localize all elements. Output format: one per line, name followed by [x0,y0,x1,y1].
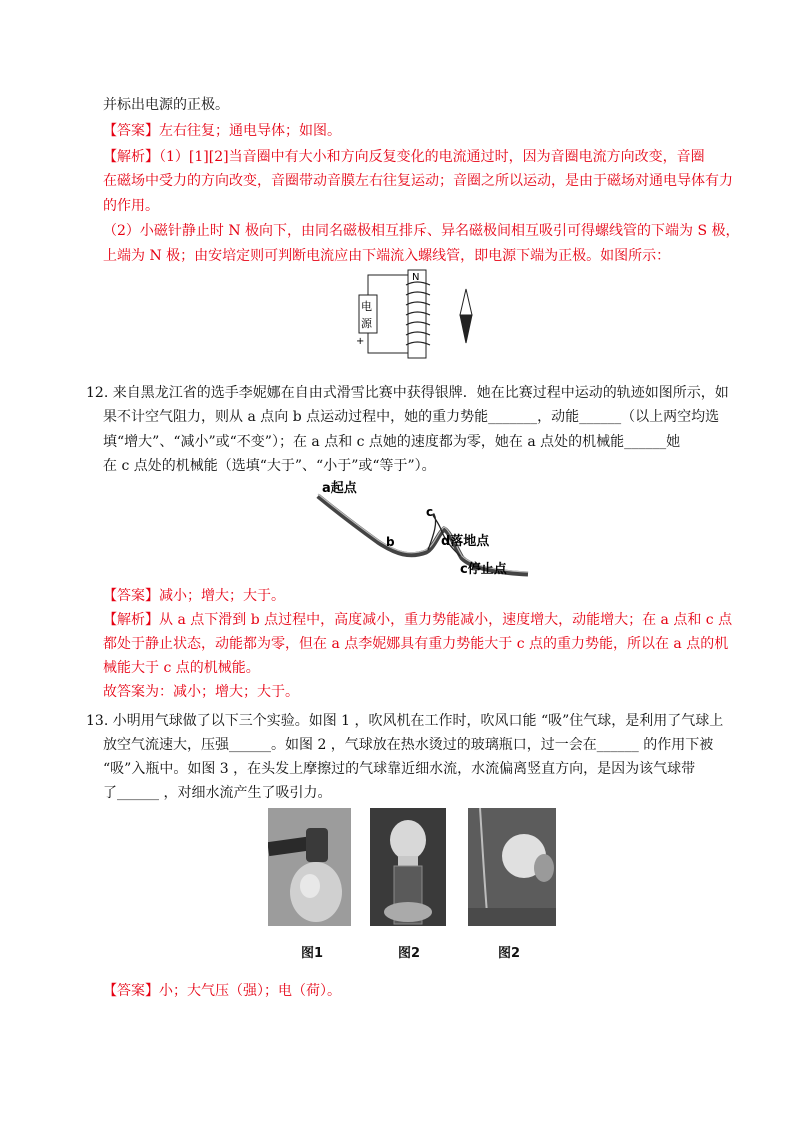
figure-caption-3: 图2 [498,946,521,961]
photo-balloon-water-stream [468,808,556,926]
q11-analysis-l4: （2）小磁针静止时 N 极向下，由同名磁极相互排斥、异名磁极间相互吸引可得螺线管的下端为 S 极， [103,223,740,239]
q12-analysis-l4: 故答案为：减小；增大；大于。 [103,684,299,700]
ski-stop-point-label: c停止点 [460,562,507,577]
answer-text: 左右往复；通电导体；如图。 [159,123,341,139]
photo-hairdryer-balloon [268,808,351,926]
ski-slope-highlight [318,494,528,572]
analysis-tag: 【解析】 [103,612,159,628]
ski-trajectory-diagram [310,474,535,584]
q11-analysis-l1 [103,147,705,167]
compass-needle-icon [460,289,472,343]
q12-analysis-l2: 都处于静止状态，动能都为零，但在 a 点李妮娜具有重力势能大于 c 点的重力势能，所以在 a 点的机 [103,636,729,652]
solenoid-n-label: N [412,272,420,283]
q11-analysis-l5: 上端为 N 极；由安培定则可判断电流应由下端流入螺线管，即电源下端为正极。如图所示： [103,248,671,264]
q11-answer [103,121,341,141]
ski-point-b-label: b [386,535,395,549]
figure-caption-2: 图2 [398,946,421,961]
analysis-text: （1）[1][2]当音圈中有大小和方向反复变化的电流通过时，因为音圈电流方向改变，音圈 [159,149,705,165]
photo-balloon-bottle [370,808,446,926]
q12-line4: 在 c 点处的机械能（选填“大于”、“小于”或“等于”）。 [103,458,436,474]
battery-label-top: 电 [361,300,372,313]
q12-line2: 果不计空气阻力，则从 a 点向 b 点运动过程中，她的重力势能_______，动能______（以上两空均选 [103,409,720,425]
q13-answer [103,981,341,1001]
q12-analysis-l1 [103,610,732,630]
answer-tag: 【答案】 [103,588,159,604]
q13-line2: 放空气流速大，压强______。如图 2 ，气球放在热水烫过的玻璃瓶口，过一会在______ 的作用下被 [103,737,714,753]
battery-plus-sign: + [356,336,365,347]
q13-line3: “吸”入瓶中。如图 3 ，在头发上摩擦过的气球靠近细水流，水流偏离竖直方向，是因为该气球带 [103,761,696,777]
analysis-text: 从 a 点下滑到 b 点过程中，高度减小，重力势能减小，速度增大，动能增大；在 a 点和 c 点 [159,612,733,628]
solenoid-circuit-diagram [350,265,500,365]
answer-tag: 【答案】 [103,983,159,999]
q12-line3: 填“增大”、“减小”或“不变”）；在 a 点和 c 点她的速度都为零，她在 a 点处的机械能______她 [103,434,681,450]
q11-tail: 并标出电源的正极。 [103,97,229,113]
q12-answer [103,586,285,606]
q11-analysis-l2: 在磁场中受力的方向改变，音圈带动音膜左右往复运动；音圈之所以运动，是由于磁场对通电导体有力 [103,173,733,189]
answer-tag: 【答案】 [103,123,159,139]
q11-analysis-l3: 的作用。 [103,198,159,214]
answer-text: 减小；增大；大于。 [159,588,285,604]
q13-line4: 了______ ，对细水流产生了吸引力。 [103,785,332,801]
battery-label-bottom: 源 [361,317,372,330]
figure-caption-1: 图1 [301,946,324,961]
q12-line1: 12. 来自黑龙江省的选手李妮娜在自由式滑雪比赛中获得银牌．她在比赛过程中运动的轨迹如图所示，如 [86,385,729,401]
ski-point-a-label: a起点 [322,481,357,496]
ski-point-c-label: c [426,505,434,519]
answer-text: 小；大气压（强）；电（荷）。 [159,983,341,999]
q13-line1: 13. 小明用气球做了以下三个实验。如图 1 ，吹风机在工作时，吹风口能 “吸”住气球，是利用了气球上 [86,713,724,729]
q12-analysis-l3: 械能大于 c 点的机械能。 [103,660,260,676]
analysis-tag: 【解析】 [103,149,159,165]
ski-point-d-label: d落地点 [441,534,490,549]
